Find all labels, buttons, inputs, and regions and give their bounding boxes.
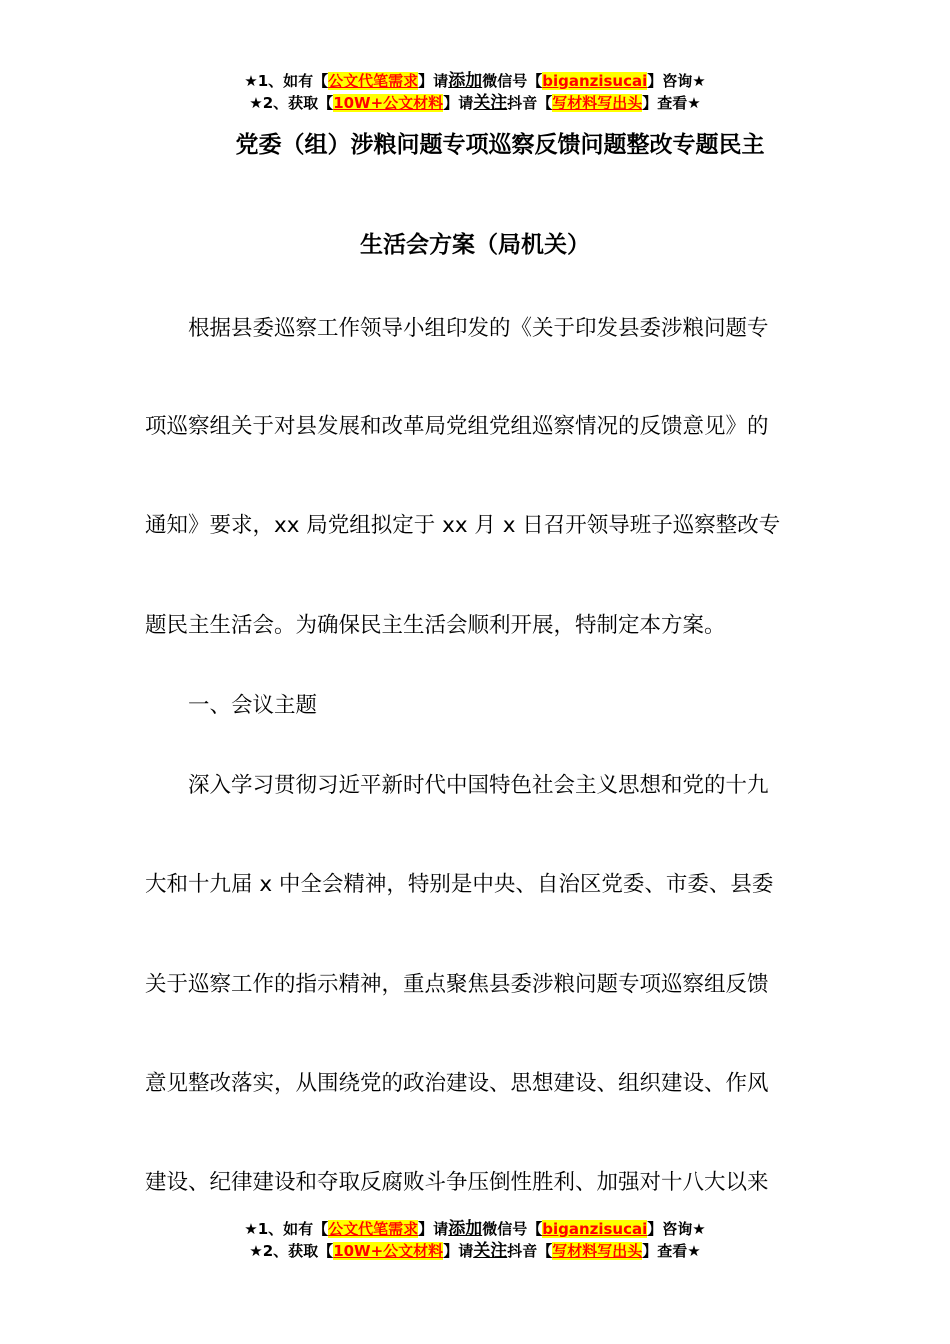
banner-text: 】咨询★: [647, 72, 706, 90]
banner-text: 】请: [418, 72, 449, 90]
banner-text: 微信号【: [482, 72, 543, 90]
banner-text: 】咨询★: [647, 1220, 706, 1238]
highlight-service: 公文代笔需求: [328, 72, 419, 90]
banner-text: 】请: [443, 94, 474, 112]
highlight-wechat-id: biganzisucai: [542, 1220, 648, 1238]
banner-text: ★1、如有【: [244, 72, 329, 90]
banner-text: ★2、获取【: [249, 94, 334, 112]
document-title-line-2: 生活会方案（局机关）: [360, 232, 590, 258]
banner-line-1: [0, 70, 950, 92]
banner-text: 微信号【: [482, 1220, 543, 1238]
body-line: 意见整改落实，从围绕党的政治建设、思想建设、组织建设、作风: [145, 1071, 769, 1096]
banner-text: 】请: [443, 1242, 474, 1260]
banner-emphasis: 关注: [473, 93, 508, 113]
banner-line-2: [0, 92, 950, 114]
highlight-wechat-id: biganzisucai: [542, 72, 648, 90]
body-line: 深入学习贯彻习近平新时代中国特色社会主义思想和党的十九: [188, 773, 769, 798]
header-banner: [0, 70, 950, 114]
highlight-douyin-account: 写材料写出头: [552, 1242, 643, 1260]
banner-text: 】查看★: [642, 1242, 701, 1260]
highlight-service: 公文代笔需求: [328, 1220, 419, 1238]
body-line: 通知》要求，xx 局党组拟定于 xx 月 x 日召开领导班子巡察整改专: [145, 513, 781, 538]
footer-banner: [0, 1218, 950, 1262]
banner-text: 】请: [418, 1220, 449, 1238]
banner-text: ★1、如有【: [244, 1220, 329, 1238]
banner-emphasis: 添加: [448, 1219, 483, 1239]
document-title-line-1: 党委（组）涉粮问题专项巡察反馈问题整改专题民主: [235, 132, 765, 158]
section-heading: 一、会议主题: [188, 693, 318, 718]
banner-line-2: [0, 1240, 950, 1262]
body-line: 大和十九届 x 中全会精神，特别是中央、自治区党委、市委、县委: [145, 872, 774, 897]
banner-text: ★2、获取【: [249, 1242, 334, 1260]
body-line: 项巡察组关于对县发展和改革局党组党组巡察情况的反馈意见》的: [145, 414, 769, 439]
highlight-materials: 10W+公文材料: [333, 1242, 444, 1260]
body-line: 根据县委巡察工作领导小组印发的《关于印发县委涉粮问题专: [188, 316, 769, 341]
banner-text: 抖音【: [507, 94, 553, 112]
banner-emphasis: 关注: [473, 1241, 508, 1261]
highlight-materials: 10W+公文材料: [333, 94, 444, 112]
body-line: 关于巡察工作的指示精神，重点聚焦县委涉粮问题专项巡察组反馈: [145, 972, 769, 997]
highlight-douyin-account: 写材料写出头: [552, 94, 643, 112]
banner-text: 】查看★: [642, 94, 701, 112]
body-line: 建设、纪律建设和夺取反腐败斗争压倒性胜利、加强对十八大以来: [145, 1170, 769, 1195]
banner-emphasis: 添加: [448, 71, 483, 91]
banner-text: 抖音【: [507, 1242, 553, 1260]
banner-line-1: [0, 1218, 950, 1240]
body-line: 题民主生活会。为确保民主生活会顺利开展，特制定本方案。: [145, 613, 726, 638]
